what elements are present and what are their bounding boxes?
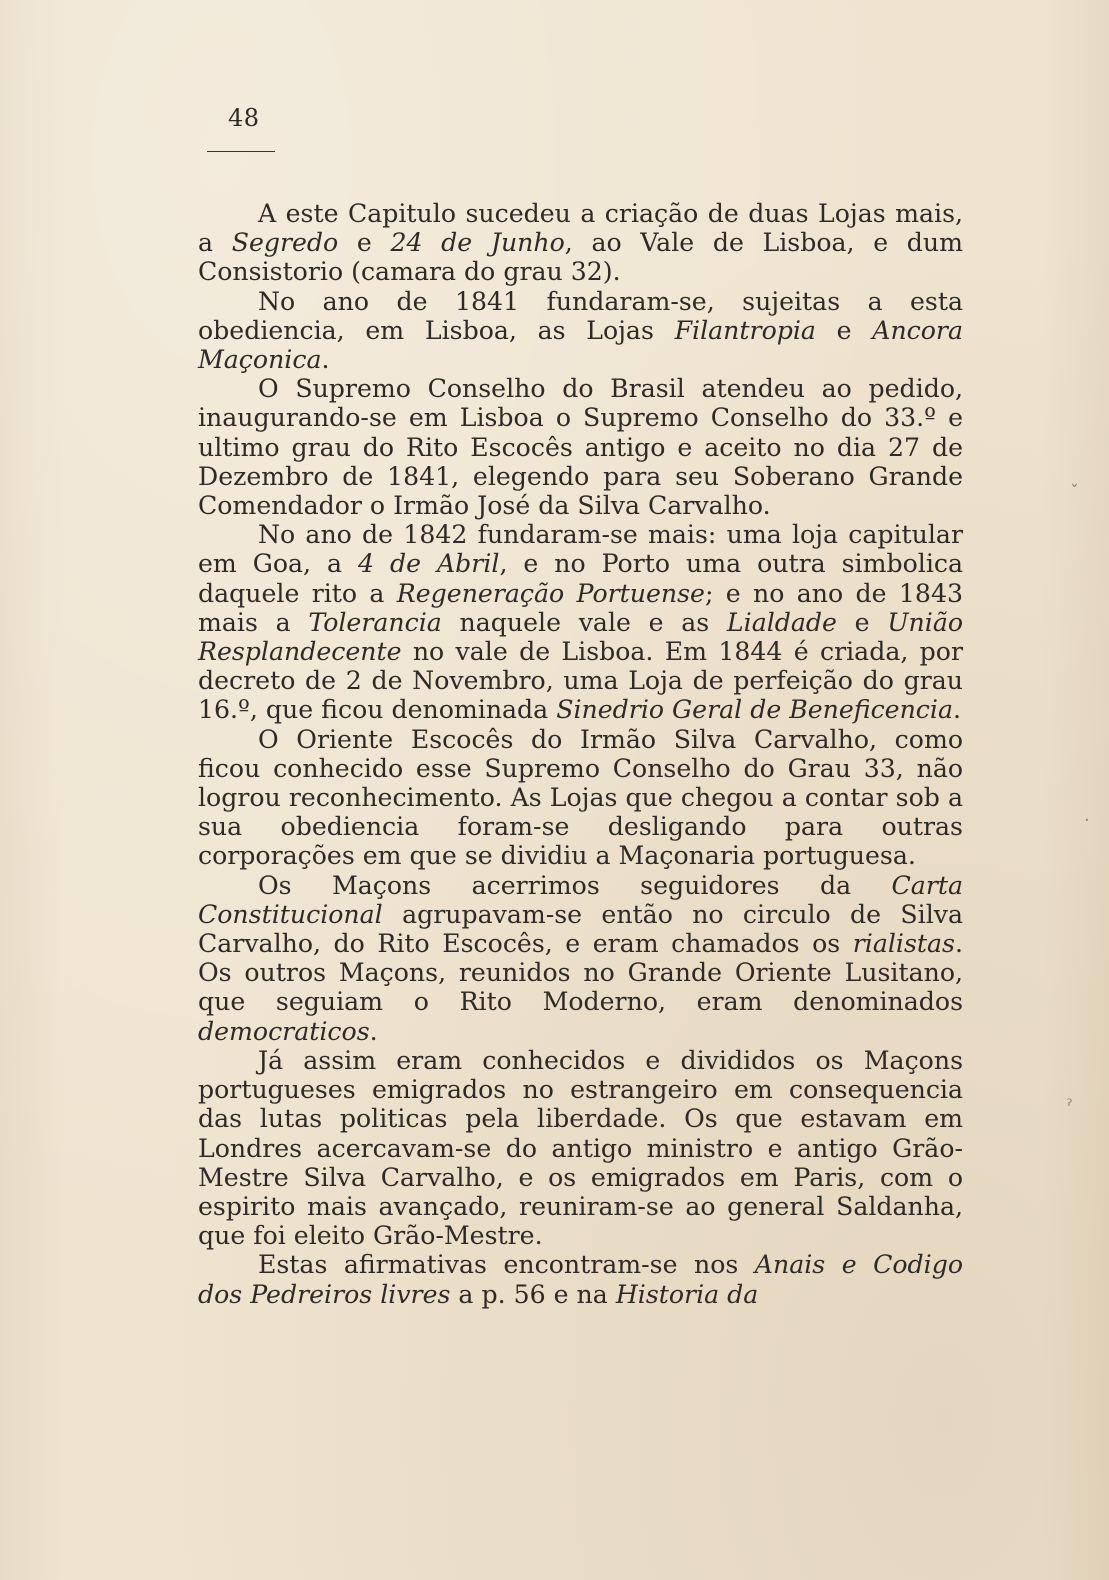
page-number: 48	[228, 104, 260, 132]
body-text	[198, 199, 963, 1309]
paragraph-5: O Oriente Escocês do Irmão Silva Carvalho, como ficou conhecido esse Supremo Conselho do Grau 33, não logrou reconhecimento. As Lojas que chegou a contar sob a sua obediencia foram-se desligando para outras corporações em que se dividiu a Maçonaria portuguesa.	[198, 724, 963, 871]
paragraph-4: No ano de 1842 fundaram-se mais: uma loja capitular em Goa, a 4 de Abril, e no Porto uma outra simbolica daquele rito a Regeneração Portuense; e no ano de 1843 mais a Tolerancia naquele vale e as Lialdade e União Resplandecente no vale de Lisboa. Em 1844 é criada, por decreto de 2 de Novembro, uma Loja de perfeição do grau 16.º, que ficou denominada Sinedrio Geral de Beneficencia.	[198, 520, 963, 725]
paragraph-2: No ano de 1841 fundaram-se, sujeitas a esta obediencia, em Lisboa, as Lojas Filantropia e Ancora Maçonica.	[198, 286, 963, 375]
paragraph-7: Já assim eram conhecidos e divididos os Maçons portugueses emigrados no estrangeiro em consequencia das lutas politicas pela liberdade. Os que estavam em Londres acercavam-se do antigo ministro e antigo Grão-Mestre Silva Carvalho, e os emigrados em Paris, com o espirito mais avançado, reuniram-se ao general Saldanha, que foi eleito Grão-Mestre.	[198, 1045, 963, 1251]
paragraph-3: O Supremo Conselho do Brasil atendeu ao pedido, inaugurando-se em Lisboa o Supremo Conselho do 33.º e ultimo grau do Rito Escocês antigo e aceito no dia 27 de Dezembro de 1841, elegendo para seu Soberano Grande Comendador o Irmão José da Silva Carvalho.	[198, 374, 963, 521]
paragraph-1: A este Capitulo sucedeu a criação de duas Lojas mais, a Segredo e 24 de Junho, ao Vale de Lisboa, e dum Consistorio (camara do grau 32).	[198, 199, 963, 287]
margin-speck-icon: ˇ	[1070, 482, 1079, 503]
margin-speck-icon: ˀ	[1066, 1096, 1073, 1117]
margin-speck-icon: ·	[1084, 810, 1090, 831]
paragraph-6: Os Maçons acerrimos seguidores da Carta Constitucional agrupavam-se então no circulo de Silva Carvalho, do Rito Escocês, e eram chamados os rialistas. Os outros Maçons, reunidos no Grande Oriente Lusitano, que seguiam o Rito Moderno, eram denominados democraticos.	[198, 870, 963, 1046]
paragraph-8: Estas afirmativas encontram-se nos Anais e Codigo dos Pedreiros livres a p. 56 e na Historia da	[198, 1250, 963, 1309]
header-rule	[207, 151, 275, 152]
